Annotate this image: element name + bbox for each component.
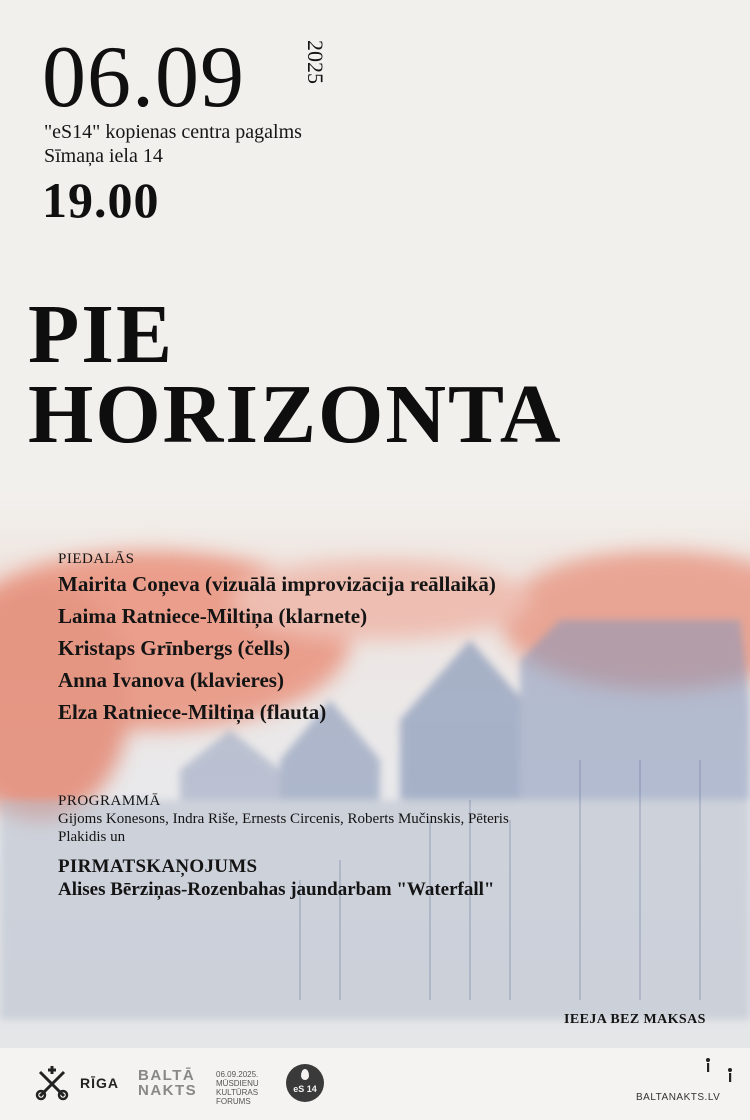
forum-line: KULTŪRAS — [216, 1088, 259, 1097]
performer-item: Laima Ratniece-Miltiņa (klarnete) — [58, 604, 368, 628]
forum-date: 06.09.2025. — [216, 1070, 259, 1079]
performer-item: Kristaps Grīnbergs (čells) — [58, 636, 291, 660]
venue-name: "eS14" kopienas centra pagalms — [44, 121, 302, 143]
forum-line: MŪSDIENU — [216, 1079, 259, 1088]
free-entry-note: IEEJA BEZ MAKSAS — [564, 1012, 706, 1027]
website-link[interactable]: BALTANAKTS.LV — [636, 1092, 721, 1103]
es14-label: eS 14 — [293, 1084, 317, 1094]
performer-item: Elza Ratniece-Miltiņa (flauta) — [58, 700, 327, 724]
walking-people-icon — [700, 1056, 740, 1086]
sponsor-footer — [0, 1048, 750, 1120]
event-year: 2025 — [303, 40, 328, 84]
premiere-work: Alises Bērziņas-Rozenbahas jaundarbam "Waterfall" — [58, 879, 495, 900]
event-year-vertical — [304, 40, 326, 112]
forum-label — [216, 1070, 259, 1106]
bn-line-2: NAKTS — [138, 1082, 198, 1099]
title-line-1: PIE — [28, 288, 175, 381]
forum-line: FORUMS — [216, 1097, 251, 1106]
performers-section — [58, 550, 496, 728]
title-line-2: HORIZONTA — [28, 368, 563, 461]
event-date: 06.09 — [42, 29, 245, 126]
performers-heading: PIEDALĀS — [58, 551, 135, 567]
drop-icon — [301, 1069, 309, 1080]
venue — [44, 120, 302, 168]
es14-logo — [286, 1064, 324, 1102]
riga-crossed-keys-icon — [32, 1064, 72, 1104]
program-composers: Gijoms Konesons, Indra Riše, Ernests Circenis, Roberts Mučinskis, Pēteris Plakidis un — [58, 811, 509, 845]
program-heading: PROGRAMMĀ — [58, 793, 161, 809]
riga-logo — [32, 1064, 122, 1104]
bn-line-1: BALTĀ — [138, 1067, 196, 1084]
program-section — [58, 792, 558, 902]
performer-item: Anna Ivanova (klavieres) — [58, 668, 284, 692]
venue-address: Sīmaņa iela 14 — [44, 145, 163, 167]
performer-item: Mairita Coņeva (vizuālā improvizācija reāllaikā) — [58, 572, 496, 596]
riga-label: RĪGA — [80, 1075, 119, 1091]
premiere-heading: PIRMATSKAŅOJUMS — [58, 856, 258, 877]
poster-title — [28, 288, 563, 461]
balta-nakts-logo — [138, 1068, 197, 1098]
event-time: 19.00 — [42, 172, 160, 228]
